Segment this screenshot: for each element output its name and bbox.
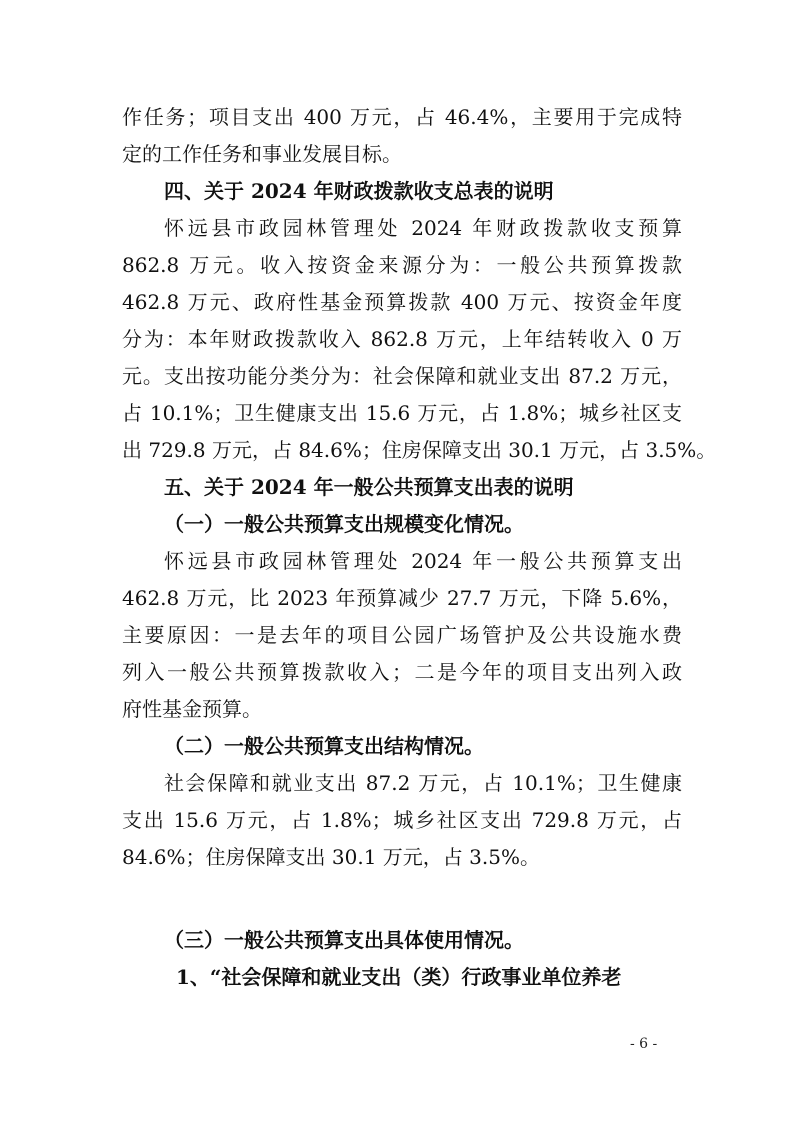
section-heading: 四、关于 2024 年财政拨款收支总表的说明 [164, 179, 554, 203]
subsection-heading: （一）一般公共预算支出规模变化情况。 [164, 512, 524, 536]
body-text-line: 分为：本年财政拨款收入 862.8 万元，上年结转收入 0 万 [122, 327, 682, 351]
body-text-line: 元。支出按功能分类分为：社会保障和就业支出 87.2 万元， [122, 364, 682, 388]
body-text-line: 定的工作任务和事业发展目标。 [122, 142, 402, 166]
item-heading: 1、“社会保障和就业支出（类）行政事业单位养老 [176, 965, 622, 989]
body-text-line: 怀远县市政园林管理处 2024 年一般公共预算支出 [164, 549, 682, 573]
body-text-line: 出 729.8 万元，占 84.6%；住房保障支出 30.1 万元，占 3.5%。 [122, 438, 717, 462]
body-text-line: 怀远县市政园林管理处 2024 年财政拨款收支预算 [164, 216, 682, 240]
subsection-heading: （二）一般公共预算支出结构情况。 [164, 734, 484, 758]
body-text-line: 862.8 万元。收入按资金来源分为：一般公共预算拨款 [122, 253, 682, 277]
body-text-line: 社会保障和就业支出 87.2 万元，占 10.1%；卫生健康 [164, 771, 682, 795]
section-heading: 五、关于 2024 年一般公共预算支出表的说明 [164, 475, 574, 499]
body-text-line: 列入一般公共预算拨款收入；二是今年的项目支出列入政 [122, 660, 682, 684]
subsection-heading: （三）一般公共预算支出具体使用情况。 [164, 928, 524, 952]
body-text-line: 占 10.1%；卫生健康支出 15.6 万元，占 1.8%；城乡社区支 [122, 401, 682, 425]
body-text-line: 462.8 万元，比 2023 年预算减少 27.7 万元，下降 5.6%， [122, 586, 682, 610]
body-text-line: 84.6%；住房保障支出 30.1 万元，占 3.5%。 [122, 845, 540, 869]
body-text-line: 支出 15.6 万元，占 1.8%；城乡社区支出 729.8 万元，占 [122, 808, 682, 832]
body-text-line: 462.8 万元、政府性基金预算拨款 400 万元、按资金年度 [122, 290, 682, 314]
body-text-line: 府性基金预算。 [122, 697, 262, 721]
page-number: - 6 - [630, 1036, 658, 1052]
body-text-line: 作任务；项目支出 400 万元，占 46.4%，主要用于完成特 [122, 105, 682, 129]
body-text-line: 主要原因：一是去年的项目公园广场管护及公共设施水费 [122, 623, 682, 647]
